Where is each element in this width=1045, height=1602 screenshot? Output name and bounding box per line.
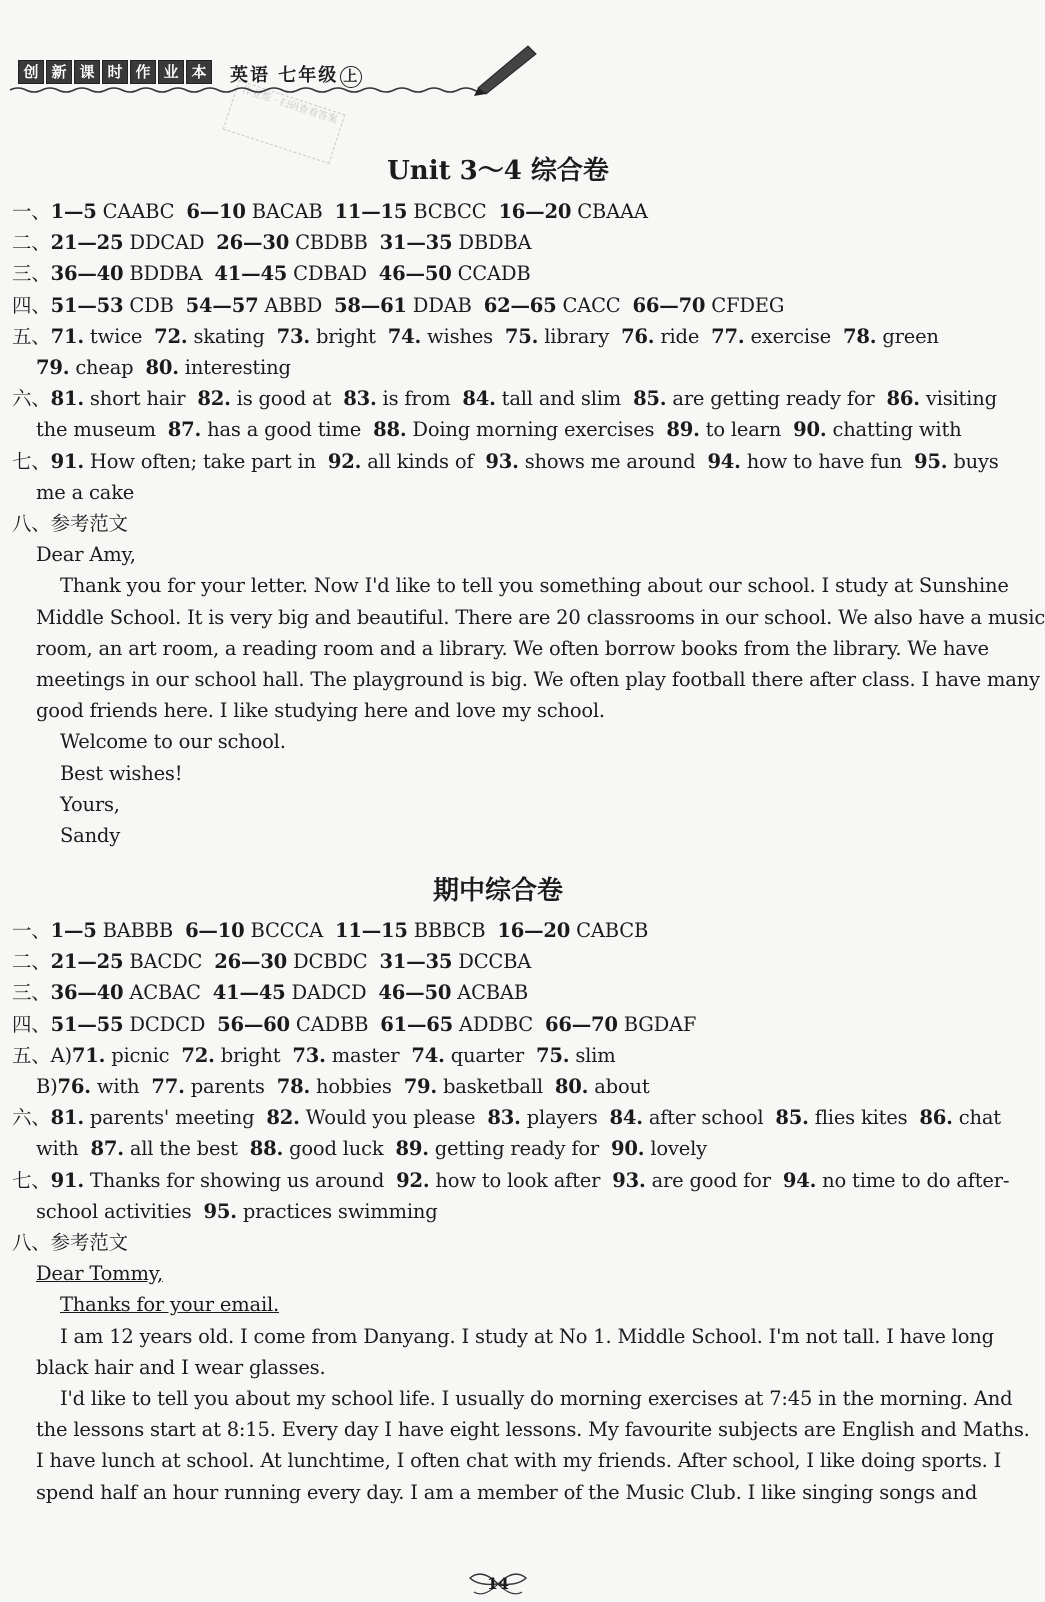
answer-line xyxy=(12,635,989,663)
answer-line xyxy=(12,979,528,1007)
question-number: 85. xyxy=(633,387,667,411)
question-number: 46—50 xyxy=(378,262,452,286)
question-number: 92. xyxy=(396,1168,430,1192)
subject-label: 英语 xyxy=(230,65,270,86)
answer-text: DCBDC xyxy=(287,950,380,974)
answer-line xyxy=(12,1042,616,1070)
answer-text: picnic xyxy=(105,1043,182,1067)
question-number: 80. xyxy=(554,1075,589,1098)
answer-text: Dear Amy, xyxy=(12,543,136,567)
underlined-text: Thanks for your email. xyxy=(60,1293,280,1317)
question-number: 72. xyxy=(181,1043,215,1067)
answer-text: 二、 xyxy=(12,231,51,255)
answer-line xyxy=(12,1011,696,1039)
answer-text: is from xyxy=(376,387,463,411)
answer-text: chat xyxy=(952,1106,1001,1130)
answer-text: short hair xyxy=(83,387,198,411)
answer-text: Would you please xyxy=(299,1106,488,1130)
question-number: 41—45 xyxy=(214,262,288,286)
question-number: 66—70 xyxy=(632,293,706,317)
question-number: 51—53 xyxy=(50,293,124,317)
answer-line xyxy=(12,354,291,382)
question-number: 62—65 xyxy=(483,293,557,317)
answer-line xyxy=(12,822,120,850)
answer-text: are good for xyxy=(645,1168,783,1192)
question-number: 89. xyxy=(395,1137,429,1161)
answer-text: CCADB xyxy=(451,262,531,286)
brand-char-box: 作 xyxy=(130,60,156,84)
answer-text: 五、 xyxy=(12,324,51,348)
answer-text: how to look after xyxy=(429,1168,613,1192)
answer-text: twice xyxy=(83,324,155,348)
answer-text: bright xyxy=(214,1043,293,1067)
question-number: 92. xyxy=(327,449,362,473)
answer-text: 三、 xyxy=(12,981,51,1005)
answer-text xyxy=(12,356,36,379)
answer-text: DADCD xyxy=(285,981,379,1005)
question-number: 86. xyxy=(886,387,920,411)
question-number: 21—25 xyxy=(50,950,124,974)
question-number: 75. xyxy=(536,1043,570,1067)
question-number: 82. xyxy=(266,1106,300,1130)
answer-text: CACC xyxy=(556,293,633,317)
answer-text: 六、 xyxy=(12,387,51,411)
question-number: 61—65 xyxy=(380,1012,453,1036)
question-number: 71. xyxy=(50,324,84,348)
question-number: 89. xyxy=(666,418,700,442)
brand-char-box: 课 xyxy=(74,60,100,84)
page-header xyxy=(8,52,568,92)
question-number: 74. xyxy=(387,324,422,348)
answer-text: DBDBA xyxy=(452,231,532,255)
answer-line xyxy=(12,917,648,945)
answer-text: chatting with xyxy=(826,418,962,442)
answer-text: B) xyxy=(12,1075,58,1098)
answer-text xyxy=(12,1262,36,1285)
answer-text: Middle School. It is very big and beautiful. There are 20 classrooms in our school. We also have a music xyxy=(12,605,1045,629)
question-number: 84. xyxy=(462,387,496,411)
answer-text: shows me around xyxy=(518,449,708,473)
answer-line xyxy=(12,948,531,976)
answer-text: me a cake xyxy=(12,480,135,504)
answer-text: Thank you for your letter. Now I'd like to tell you something about our school. I study at Sunshine xyxy=(12,574,1009,598)
question-number: 77. xyxy=(151,1075,185,1098)
question-number: 56—60 xyxy=(217,1012,290,1036)
question-number: 87. xyxy=(90,1137,124,1161)
answer-line xyxy=(12,198,648,226)
answer-text: CBAAA xyxy=(571,200,648,223)
answer-line xyxy=(12,448,999,476)
answer-text: getting ready for xyxy=(428,1137,612,1161)
answer-text: to learn xyxy=(699,418,794,442)
question-number: 26—30 xyxy=(216,231,290,255)
question-number: 91. xyxy=(50,1168,84,1192)
question-number: 90. xyxy=(611,1137,645,1161)
answer-text: basketball xyxy=(437,1075,555,1098)
page-number-text: 14 xyxy=(486,1574,510,1593)
answer-line xyxy=(12,1354,325,1382)
answer-text: I am 12 years old. I come from Danyang. I study at No 1. Middle School. I'm not tall. I have long xyxy=(12,1324,994,1348)
question-number: 6—10 xyxy=(186,200,246,223)
question-number: 41—45 xyxy=(212,981,286,1005)
answer-text: the museum xyxy=(12,418,168,442)
answer-text: ACBAB xyxy=(451,981,528,1005)
answer-text: 五、A) xyxy=(12,1043,72,1067)
answer-text: visiting xyxy=(919,387,997,411)
answer-text: with xyxy=(90,1075,152,1098)
answer-line xyxy=(12,229,531,257)
answer-line xyxy=(12,260,530,288)
brand-char-box: 新 xyxy=(46,60,72,84)
answer-text: buys xyxy=(947,449,999,473)
answer-line xyxy=(12,1104,1001,1132)
answer-text: CBDBB xyxy=(289,231,380,255)
question-number: 76. xyxy=(621,324,655,348)
answer-text: Thanks for showing us around xyxy=(83,1168,397,1192)
question-number: 46—50 xyxy=(378,981,452,1005)
answer-line xyxy=(12,541,136,569)
brand-char-box: 创 xyxy=(18,60,44,84)
answer-text: 七、 xyxy=(12,1168,51,1192)
answer-text: ADDBC xyxy=(453,1012,545,1036)
underlined-text: Dear Tommy, xyxy=(36,1262,163,1286)
question-number: 11—15 xyxy=(335,919,408,942)
answer-text: 六、 xyxy=(12,1106,51,1130)
answer-line xyxy=(12,510,128,538)
question-number: 74. xyxy=(411,1043,445,1067)
question-number: 31—35 xyxy=(379,950,453,974)
question-number: 71. xyxy=(71,1043,106,1067)
question-number: 83. xyxy=(487,1106,521,1130)
answer-text: 八、参考范文 xyxy=(12,1231,128,1254)
answer-text: hobbies xyxy=(310,1075,404,1098)
page-number xyxy=(458,1568,538,1598)
answer-text: spend half an hour running every day. I am a member of the Music Club. I like singing songs and xyxy=(12,1480,978,1504)
answer-line xyxy=(12,323,939,351)
question-number: 79. xyxy=(36,356,70,379)
question-number: 86. xyxy=(919,1106,953,1130)
answer-text: tall and slim xyxy=(495,387,634,411)
answer-text: slim xyxy=(569,1043,616,1067)
answer-text: CADBB xyxy=(289,1012,381,1036)
answer-text: DCCBA xyxy=(452,950,532,974)
question-number: 94. xyxy=(782,1168,817,1192)
answer-line xyxy=(12,416,961,444)
answer-text: 四、 xyxy=(12,293,51,317)
question-number: 84. xyxy=(609,1106,643,1130)
answer-line xyxy=(12,479,134,507)
question-number: 72. xyxy=(154,324,188,348)
question-number: 31—35 xyxy=(379,231,453,255)
answer-text: I'd like to tell you about my school life. I usually do morning exercises at 7:45 in the morning. And xyxy=(12,1387,1013,1410)
answer-line xyxy=(12,760,182,788)
answer-line xyxy=(12,1323,994,1351)
answer-text: BCBCC xyxy=(407,200,499,223)
answer-line xyxy=(12,728,286,756)
question-number: 73. xyxy=(292,1043,326,1067)
answer-line xyxy=(12,1229,128,1257)
question-number: 6—10 xyxy=(185,919,245,942)
answer-text: bright xyxy=(310,324,388,348)
answer-text: DCDCD xyxy=(123,1012,218,1036)
question-number: 78. xyxy=(843,324,877,348)
brand-char-box: 本 xyxy=(186,60,212,84)
answer-text: 四、 xyxy=(12,1012,51,1036)
question-number: 66—70 xyxy=(544,1012,618,1036)
question-number: 93. xyxy=(485,449,519,473)
section-title-midterm: 期中综合卷 xyxy=(432,876,563,906)
answer-text: is good at xyxy=(230,387,344,411)
answer-text: Best wishes! xyxy=(12,761,183,785)
answer-text: 八、参考范文 xyxy=(12,512,128,535)
answer-text: ride xyxy=(654,324,712,348)
answer-line xyxy=(12,666,1040,694)
answer-text: practices swimming xyxy=(236,1199,438,1223)
question-number: 21—25 xyxy=(50,231,124,255)
answer-text: master xyxy=(325,1043,412,1067)
answer-text: has a good time xyxy=(201,418,374,442)
question-number: 81. xyxy=(50,1106,84,1130)
question-number: 79. xyxy=(403,1075,438,1098)
answer-text: CFDEG xyxy=(705,293,785,317)
answer-line xyxy=(12,1135,707,1163)
question-number: 36—40 xyxy=(50,981,124,1005)
answer-text: 一、 xyxy=(12,200,51,223)
answer-text: Doing morning exercises xyxy=(406,418,667,442)
question-number: 94. xyxy=(707,449,741,473)
answer-text: no time to do after- xyxy=(816,1168,1010,1192)
answer-text: interesting xyxy=(178,356,291,379)
question-number: 75. xyxy=(504,324,539,348)
question-number: 85. xyxy=(775,1106,809,1130)
answer-line xyxy=(12,604,1045,632)
answer-text: 二、 xyxy=(12,950,51,974)
question-number: 51—55 xyxy=(50,1012,124,1036)
question-number: 81. xyxy=(50,387,84,411)
question-number: 77. xyxy=(711,324,745,348)
answer-line xyxy=(12,385,997,413)
answer-text: I have lunch at school. At lunchtime, I often chat with my friends. After school, I like doing sports. I xyxy=(12,1449,1002,1473)
answer-text: skating xyxy=(187,324,277,348)
answer-text: green xyxy=(876,324,939,348)
answer-text: CAABC xyxy=(96,200,187,223)
answer-text: with xyxy=(12,1137,91,1161)
answer-line xyxy=(12,292,784,320)
answer-text xyxy=(12,1293,60,1316)
answer-text: flies kites xyxy=(808,1106,920,1130)
answer-text: about xyxy=(588,1075,650,1098)
question-number: 90. xyxy=(793,418,827,442)
answer-text: cheap xyxy=(69,356,146,379)
answer-line xyxy=(12,1447,1001,1475)
brand-char-box: 业 xyxy=(158,60,184,84)
section-title-unit-3-4: Unit 3～4 综合卷 xyxy=(387,156,609,186)
answer-text: room, an art room, a reading room and a library. We often borrow books from the library. We have xyxy=(12,636,989,660)
watermark-stamp: 作业帮 · 扫码查看答案 xyxy=(223,80,346,164)
answer-text: 一、 xyxy=(12,919,51,942)
answer-text: 七、 xyxy=(12,449,51,473)
answer-line xyxy=(12,1167,1009,1195)
question-number: 91. xyxy=(50,449,84,473)
answer-text: parents xyxy=(184,1075,277,1098)
answer-line xyxy=(12,1479,977,1507)
answer-text: CDB xyxy=(123,293,186,317)
answer-text: players xyxy=(520,1106,610,1130)
answer-line xyxy=(12,1416,1030,1444)
answer-text: BDDBA xyxy=(123,262,215,286)
question-number: 78. xyxy=(276,1075,311,1098)
brand-logo xyxy=(18,60,212,84)
answer-text: ABBD xyxy=(258,293,335,317)
question-number: 80. xyxy=(145,356,179,379)
answer-text: the lessons start at 8:15. Every day I have eight lessons. My favourite subjects are English and Maths. xyxy=(12,1418,1030,1442)
answer-text: all the best xyxy=(123,1137,250,1161)
answer-text: how to have fun xyxy=(740,449,914,473)
answer-text: BCCCA xyxy=(244,919,335,942)
answer-text: black hair and I wear glasses. xyxy=(12,1355,326,1379)
answer-line xyxy=(12,697,605,725)
answer-line xyxy=(12,572,1009,600)
answer-line xyxy=(12,1073,649,1101)
answer-text: BACAB xyxy=(245,200,335,223)
answer-text: BBBCB xyxy=(407,919,498,942)
answer-text: school activities xyxy=(12,1199,204,1223)
answer-text: exercise xyxy=(744,324,843,348)
answer-text: wishes xyxy=(421,324,505,348)
question-number: 95. xyxy=(203,1199,237,1223)
answer-line xyxy=(12,791,120,819)
answer-text: good luck xyxy=(283,1137,396,1161)
answer-text: Sandy xyxy=(12,824,121,847)
question-number: 95. xyxy=(914,449,948,473)
answer-text: ACBAC xyxy=(123,981,213,1005)
answer-line xyxy=(12,1260,163,1288)
question-number: 54—57 xyxy=(185,293,259,317)
question-number: 82. xyxy=(197,387,231,411)
answer-text: meetings in our school hall. The playground is big. We often play football there after class. I have many xyxy=(12,668,1040,691)
question-number: 83. xyxy=(343,387,377,411)
answer-line xyxy=(12,1198,438,1226)
answer-text: all kinds of xyxy=(361,449,486,473)
question-number: 26—30 xyxy=(214,950,288,974)
answer-text: BABBB xyxy=(96,919,186,942)
brand-char-box: 时 xyxy=(102,60,128,84)
volume-badge: 上 xyxy=(340,66,362,88)
answer-text: 三、 xyxy=(12,262,51,286)
answer-text: DDCAD xyxy=(123,231,217,255)
answer-text: Yours, xyxy=(12,792,120,816)
answer-text: DDAB xyxy=(406,293,484,317)
answer-text: library xyxy=(538,324,622,348)
question-number: 58—61 xyxy=(334,293,407,317)
answer-text: good friends here. I like studying here and love my school. xyxy=(12,699,605,723)
question-number: 76. xyxy=(57,1075,91,1098)
question-number: 11—15 xyxy=(334,200,408,223)
question-number: 1—5 xyxy=(50,919,97,942)
question-number: 87. xyxy=(167,418,202,442)
question-number: 16—20 xyxy=(497,919,571,942)
question-number: 1—5 xyxy=(50,200,97,223)
answer-line xyxy=(12,1385,1012,1413)
answer-text: quarter xyxy=(444,1043,536,1067)
answer-text: BACDC xyxy=(123,950,215,974)
answer-text: parents' meeting xyxy=(83,1106,267,1130)
question-number: 73. xyxy=(276,324,310,348)
answer-text: Welcome to our school. xyxy=(12,730,286,754)
answer-text: lovely xyxy=(644,1137,707,1161)
grade-label: 七年级 xyxy=(278,65,339,86)
question-number: 16—20 xyxy=(498,200,572,223)
question-number: 93. xyxy=(612,1168,646,1192)
question-number: 88. xyxy=(249,1137,284,1161)
question-number: 88. xyxy=(373,418,407,442)
answer-line xyxy=(12,1291,279,1319)
answer-text: CDBAD xyxy=(287,262,379,286)
answer-text: after school xyxy=(642,1106,776,1130)
answer-text: CABCB xyxy=(570,919,649,942)
answer-text: are getting ready for xyxy=(666,387,887,411)
answer-text: BGDAF xyxy=(617,1012,697,1036)
answer-text: How often; take part in xyxy=(83,449,328,473)
question-number: 36—40 xyxy=(50,262,124,286)
